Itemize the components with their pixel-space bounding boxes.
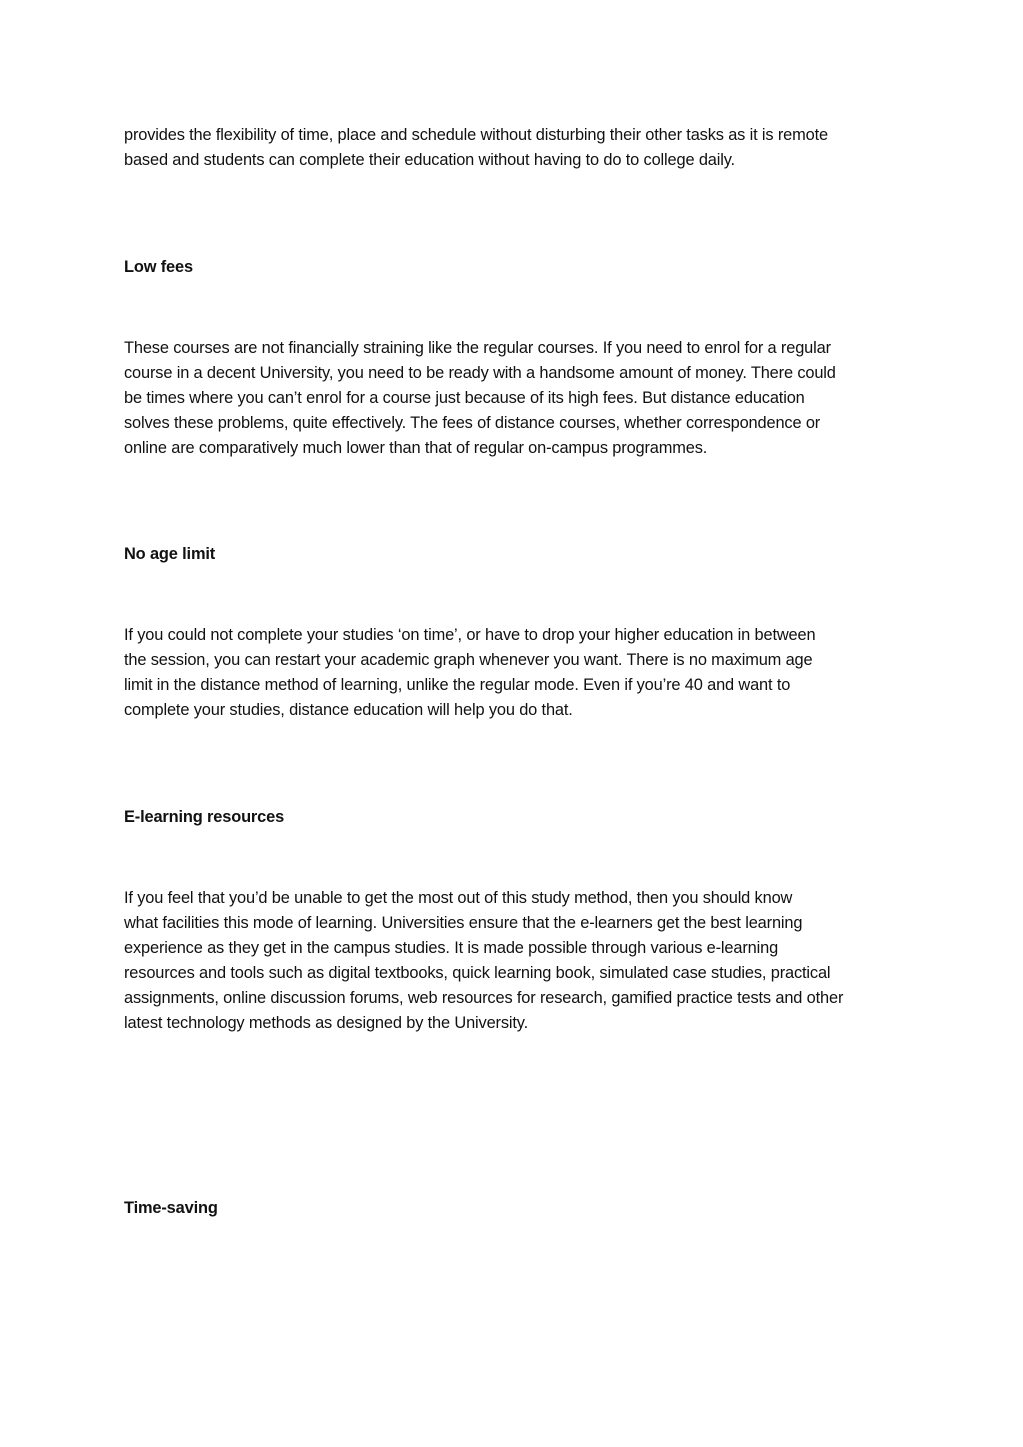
section-heading-e-learning-resources: E-learning resources (124, 808, 285, 826)
paragraph-line: what facilities this mode of learning. Universities ensure that the e-learners get the best learning (124, 914, 803, 932)
paragraph-line: solves these problems, quite effectively. The fees of distance courses, whether correspondence or (124, 414, 821, 432)
paragraph-line: course in a decent University, you need to be ready with a handsome amount of money. There could (124, 364, 836, 382)
paragraph-line: the session, you can restart your academic graph whenever you want. There is no maximum age (124, 651, 813, 669)
section-heading-no-age-limit: No age limit (124, 545, 216, 563)
intro-paragraph (124, 123, 914, 173)
paragraph-line: experience as they get in the campus studies. It is made possible through various e-learning (124, 939, 779, 957)
section-paragraph-no-age-limit (124, 623, 914, 723)
paragraph-line: These courses are not financially straining like the regular courses. If you need to enrol for a regular (124, 339, 831, 357)
paragraph-line: complete your studies, distance education will help you do that. (124, 701, 573, 719)
paragraph-line: resources and tools such as digital textbooks, quick learning book, simulated case studies, practical (124, 964, 831, 982)
paragraph-line: If you could not complete your studies ‘on time’, or have to drop your higher education in between (124, 626, 816, 644)
section-heading-time-saving: Time-saving (124, 1199, 218, 1217)
section-paragraph-low-fees (124, 336, 914, 461)
paragraph-line: be times where you can’t enrol for a course just because of its high fees. But distance education (124, 389, 805, 407)
section-heading-low-fees: Low fees (124, 258, 193, 276)
paragraph-line: assignments, online discussion forums, web resources for research, gamified practice tests and other (124, 989, 844, 1007)
paragraph-line: limit in the distance method of learning, unlike the regular mode. Even if you’re 40 and want to (124, 676, 791, 694)
paragraph-line: provides the flexibility of time, place and schedule without disturbing their other tasks as it is remote (124, 126, 828, 144)
paragraph-line: online are comparatively much lower than that of regular on-campus programmes. (124, 439, 708, 457)
paragraph-line: based and students can complete their education without having to do to college daily. (124, 151, 735, 169)
section-paragraph-e-learning-resources (124, 886, 914, 1036)
paragraph-line: latest technology methods as designed by the University. (124, 1014, 529, 1032)
paragraph-line: If you feel that you’d be unable to get the most out of this study method, then you should know (124, 889, 793, 907)
